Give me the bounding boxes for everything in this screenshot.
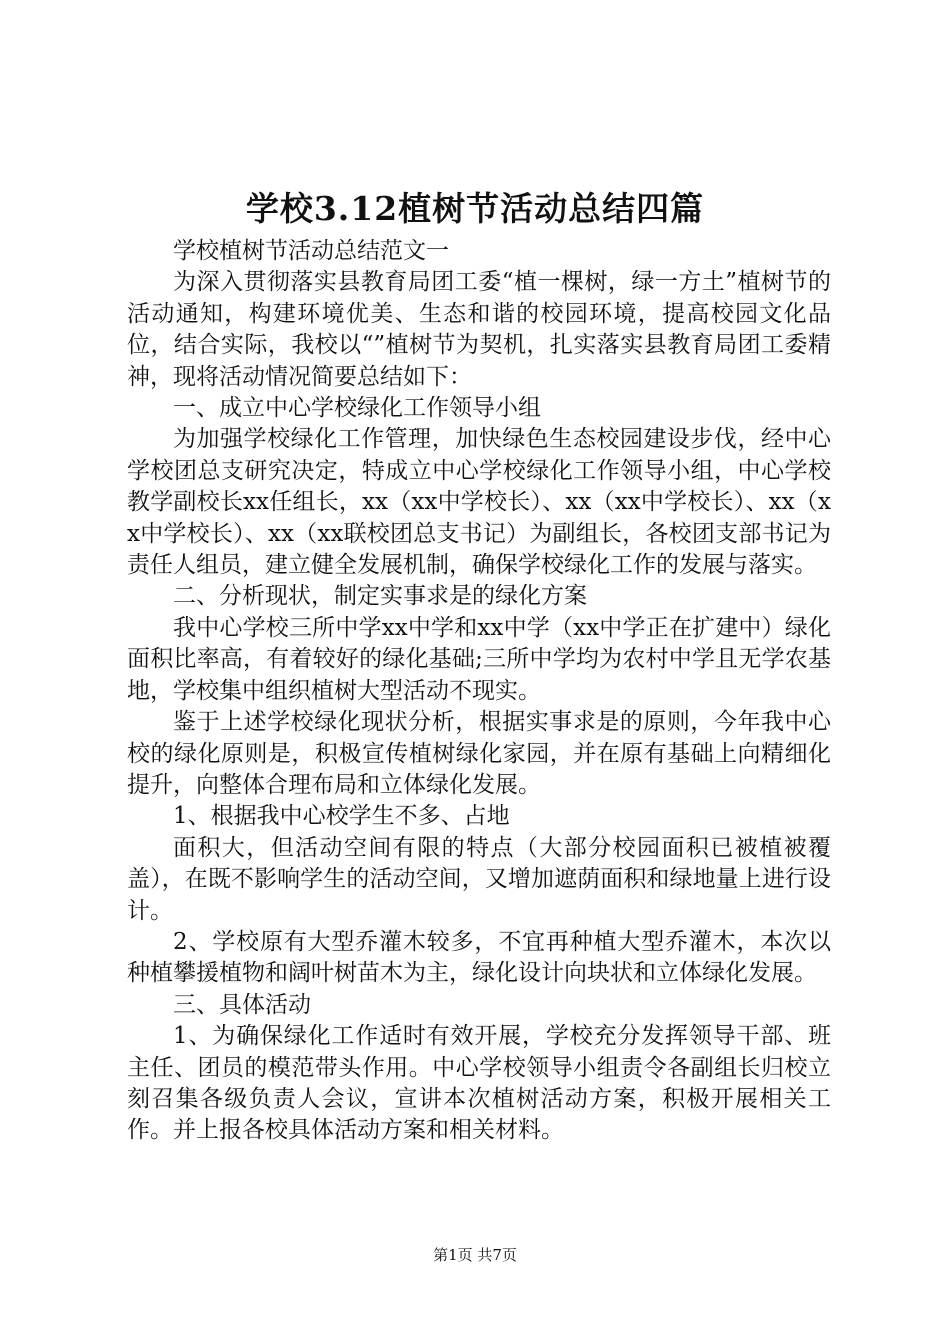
document-body: [127, 236, 831, 1147]
intro-paragraph: 为深入贯彻落实县教育局团工委“植一棵树，绿一方土”植树节的活动通知，构建环境优美、生态和谐的校园环境，提高校园文化品位，结合实际，我校以“”植树节为契机，扎实落实县教育局团工委精神，现将活动情况简要总结如下：: [127, 269, 831, 390]
point-two-paragraph: 2、学校原有大型乔灌木较多，不宜再种植大型乔灌木，本次以种植攀援植物和阔叶树苗木为主，绿化设计向块状和立体绿化发展。: [127, 928, 831, 987]
point-one-heading: 1、根据我中心校学生不多、占地: [173, 803, 510, 830]
point-one-paragraph: 面积大，但活动空间有限的特点（大部分校园面积已被植被覆盖），在既不影响学生的活动空间，又增加遮荫面积和绿地量上进行设计。: [127, 834, 831, 924]
section-heading-example-one: 学校植树节活动总结范文一: [173, 238, 449, 264]
section-heading-analysis: 二、分析现状，制定实事求是的绿化方案: [173, 583, 587, 610]
section-heading-leadership-group: 一、成立中心学校绿化工作领导小组: [173, 395, 541, 422]
activities-paragraph: 1、为确保绿化工作适时有效开展，学校充分发挥领导干部、班主任、团员的模范带头作用。中心学校领导小组责令各副组长归校立刻召集各级负责人会议，宣讲本次植树活动方案，积极开展相关工作。并上报各校具体活动方案和相关材料。: [127, 1023, 831, 1144]
principle-paragraph: 鉴于上述学校绿化现状分析，根据实事求是的原则，今年我中心校的绿化原则是，积极宣传植树绿化家园，并在原有基础上向精细化提升，向整体合理布局和立体绿化发展。: [127, 709, 831, 798]
document-title: 学校3.12植树节活动总结四篇: [245, 189, 705, 228]
page-footer: 第1页 共7页: [433, 1246, 517, 1264]
analysis-paragraph: 我中心学校三所中学xx中学和xx中学（xx中学正在扩建中）绿化面积比率高，有着较好的绿化基础;三所中学均为农村中学且无学农基地，学校集中组织植树大型活动不现实。: [127, 614, 831, 704]
section-heading-activities: 三、具体活动: [173, 991, 311, 1018]
leadership-group-paragraph: 为加强学校绿化工作管理，加快绿色生态校园建设步伐，经中心学校团总支研究决定，特成立中心学校绿化工作领导小组，中心学校教学副校长xx任组长，xx（xx中学校长）、xx（xx中学校长）、xx（xx中学校长）、xx（xx联校团总支书记）为副组长，各校团支部书记为责任人组员，建立健全发展机制，确保学校绿化工作的发展与落实。: [127, 426, 831, 579]
